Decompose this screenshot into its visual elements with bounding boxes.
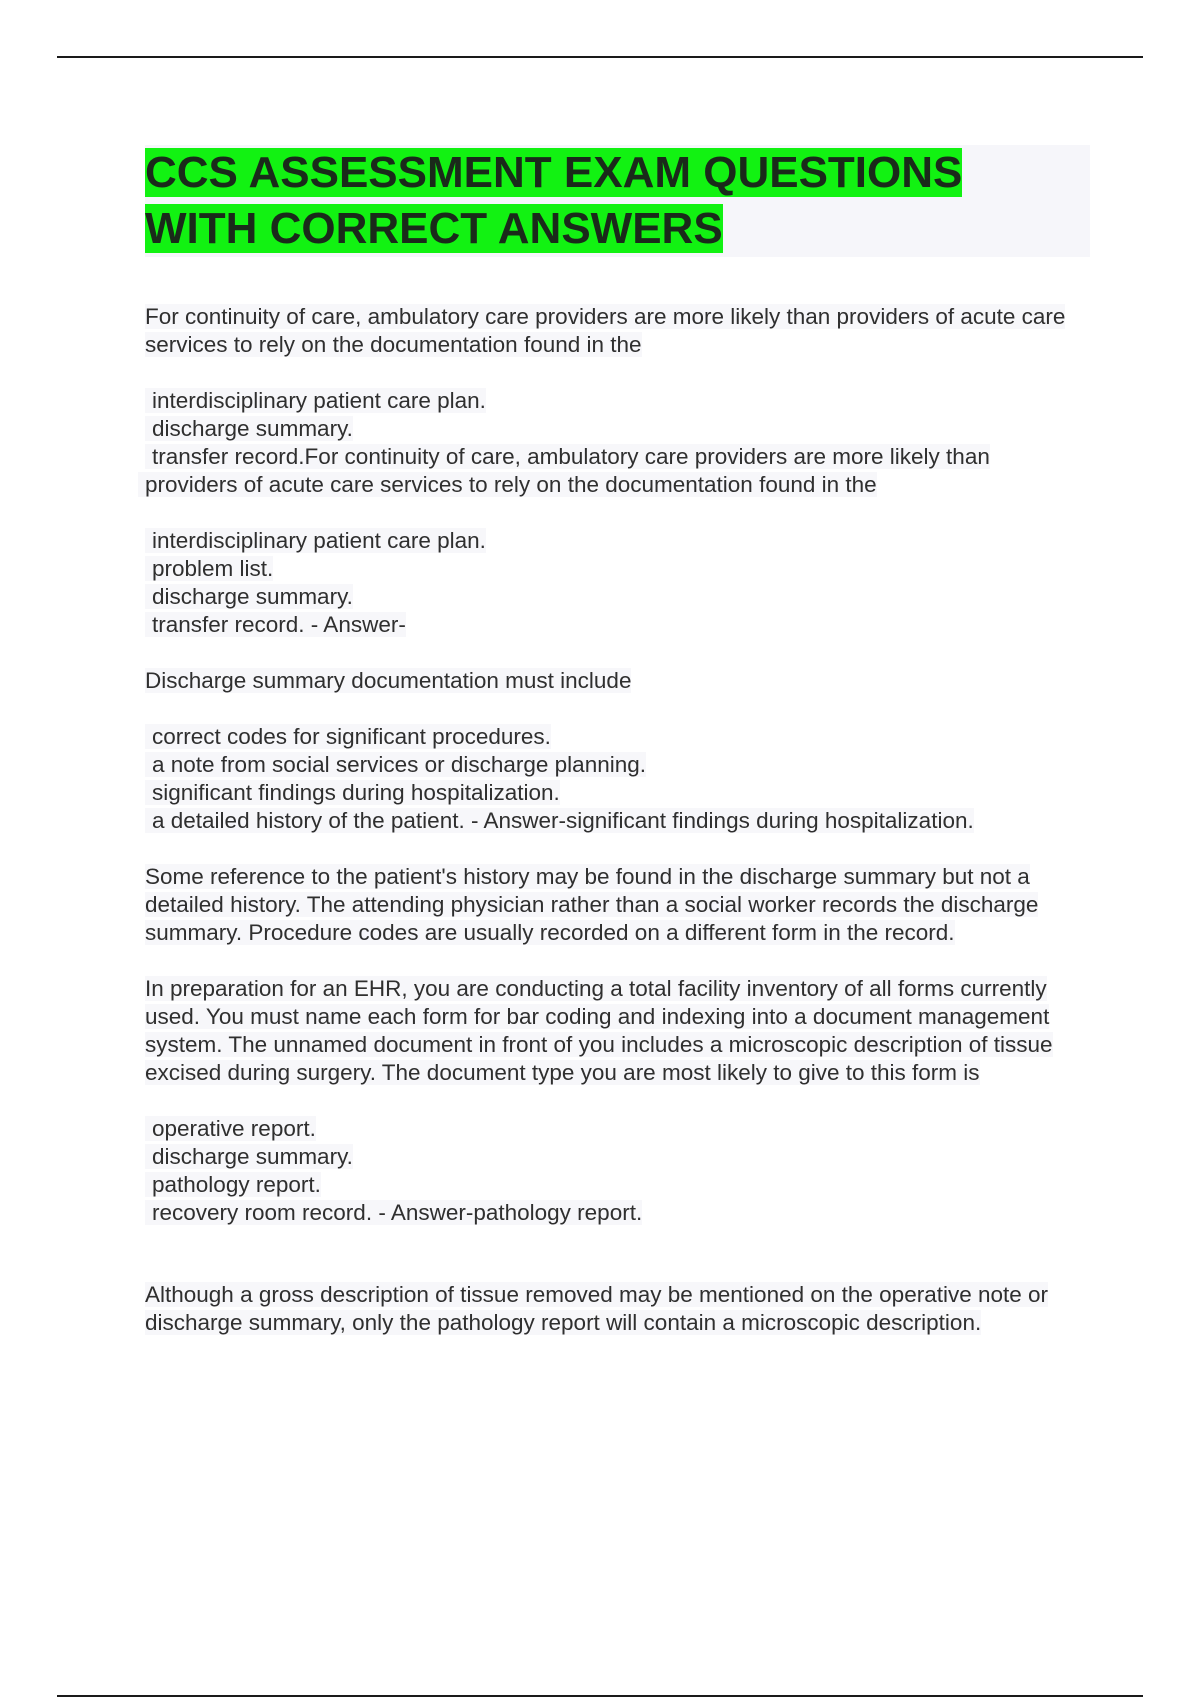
question-3-explanation: Although a gross description of tissue removed may be mentioned on the operative note or discharge summary, only the pathology report will contain a microscopic description. bbox=[145, 1282, 1049, 1335]
title-block bbox=[145, 145, 1090, 257]
top-rule bbox=[57, 56, 1143, 58]
option: discharge summary. bbox=[145, 1143, 1090, 1171]
document-body bbox=[145, 145, 1090, 1365]
option: correct codes for significant procedures. bbox=[145, 723, 1090, 751]
option-mixed-continuation: providers of acute care services to rely on the documentation found in the bbox=[138, 471, 1090, 499]
question-3-stem: In preparation for an EHR, you are conducting a total facility inventory of all forms currently used. You must name each form for bar coding and indexing into a document management system. The unnamed document in front of you includes a microscopic description of tissue excised during surgery. The document type you are most likely to give to this form is bbox=[145, 976, 1053, 1085]
option-answer: transfer record. - Answer- bbox=[145, 611, 1090, 639]
question-1-options bbox=[145, 387, 1090, 499]
question-1-stem: For continuity of care, ambulatory care providers are more likely than providers of acute care services to rely on the documentation found in the bbox=[145, 304, 1066, 357]
option: pathology report. bbox=[145, 1171, 1090, 1199]
option: operative report. bbox=[145, 1115, 1090, 1143]
question-1-options-repeat bbox=[145, 527, 1090, 639]
question-2-stem: Discharge summary documentation must include bbox=[145, 668, 632, 693]
question-3-options bbox=[145, 1115, 1090, 1227]
option: significant findings during hospitalization. bbox=[145, 779, 1090, 807]
option-mixed: transfer record.For continuity of care, ambulatory care providers are more likely than bbox=[145, 443, 1090, 471]
option: discharge summary. bbox=[145, 583, 1090, 611]
bottom-rule bbox=[57, 1695, 1143, 1697]
page-title bbox=[145, 145, 1090, 257]
option-answer: a detailed history of the patient. - Answer-significant findings during hospitalization. bbox=[145, 807, 1090, 835]
question-2-options bbox=[145, 723, 1090, 835]
question-2-explanation: Some reference to the patient's history may be found in the discharge summary but not a detailed history. The attending physician rather than a social worker records the discharge summary. Procedure codes are usually recorded on a different form in the record. bbox=[145, 864, 1039, 945]
title-line-2: WITH CORRECT ANSWERS bbox=[145, 204, 723, 253]
option: interdisciplinary patient care plan. bbox=[145, 387, 1090, 415]
option: interdisciplinary patient care plan. bbox=[145, 527, 1090, 555]
option: discharge summary. bbox=[145, 415, 1090, 443]
option: a note from social services or discharge planning. bbox=[145, 751, 1090, 779]
title-line-1: CCS ASSESSMENT EXAM QUESTIONS bbox=[145, 148, 963, 197]
option: problem list. bbox=[145, 555, 1090, 583]
option-answer: recovery room record. - Answer-pathology report. bbox=[145, 1199, 1090, 1227]
